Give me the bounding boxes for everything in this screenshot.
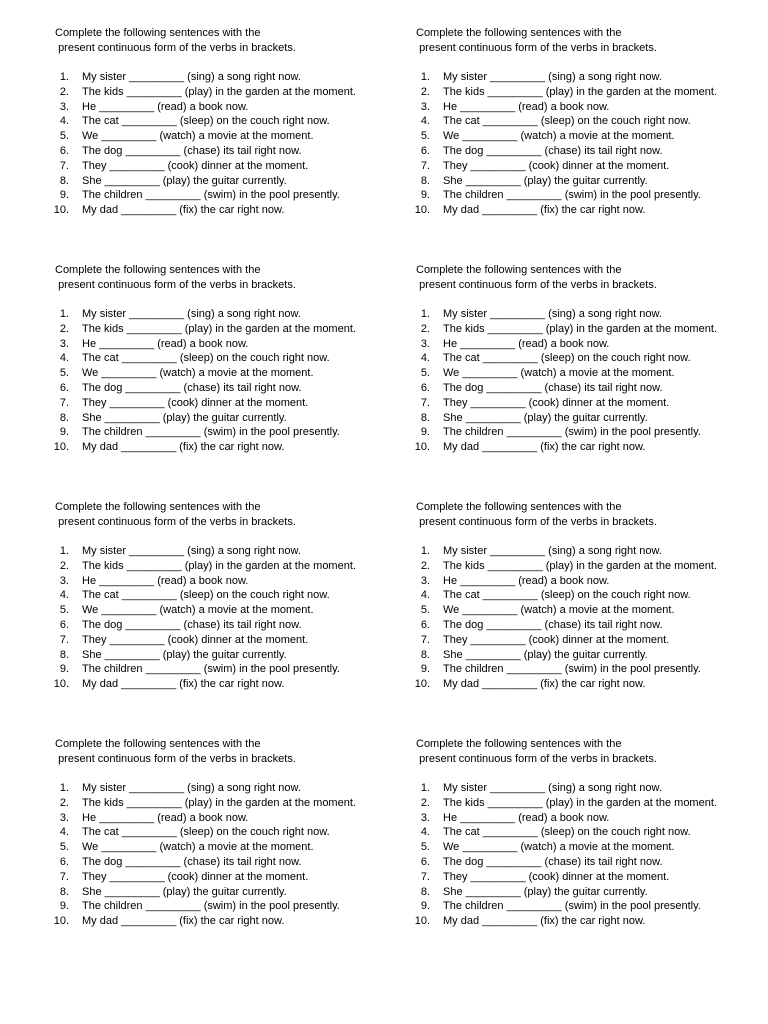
instruction-line-2: present continuous form of the verbs in brackets. xyxy=(55,752,296,765)
list-item xyxy=(416,366,756,381)
item-number: 6. xyxy=(420,855,430,868)
item-number: 4. xyxy=(420,826,430,839)
item-sentence: She _________ (play) the guitar currently. xyxy=(82,411,287,424)
item-sentence: The dog _________ (chase) its tail right now. xyxy=(82,618,302,631)
item-number: 9. xyxy=(59,663,69,676)
list-item xyxy=(55,440,395,455)
list-item xyxy=(55,129,395,144)
item-number: 6. xyxy=(59,618,69,631)
instruction-text xyxy=(55,500,395,529)
list-item xyxy=(55,648,395,663)
item-sentence: My sister _________ (sing) a song right now. xyxy=(82,308,301,320)
item-sentence: My dad _________ (fix) the car right now. xyxy=(443,678,646,691)
item-sentence: My sister _________ (sing) a song right now. xyxy=(82,545,301,557)
item-sentence: We _________ (watch) a movie at the moment. xyxy=(443,367,675,380)
list-item xyxy=(55,588,395,603)
item-number: 2. xyxy=(59,85,69,98)
item-sentence: We _________ (watch) a movie at the moment. xyxy=(443,841,675,854)
item-number: 10. xyxy=(414,678,430,691)
item-number: 9. xyxy=(59,900,69,913)
item-sentence: They _________ (cook) dinner at the moment. xyxy=(443,633,670,646)
list-item xyxy=(55,337,395,352)
instruction-line-2: present continuous form of the verbs in brackets. xyxy=(416,515,657,528)
item-number: 5. xyxy=(420,367,430,380)
exercise-block xyxy=(414,737,756,928)
item-number: 1. xyxy=(420,545,430,557)
list-item xyxy=(416,144,756,159)
item-number: 8. xyxy=(420,885,430,898)
item-sentence: The cat _________ (sleep) on the couch right now. xyxy=(82,352,330,365)
item-sentence: The children _________ (swim) in the pool presently. xyxy=(82,426,340,439)
list-item xyxy=(55,618,395,633)
item-number: 1. xyxy=(59,545,69,557)
list-item xyxy=(55,396,395,411)
item-number: 4. xyxy=(420,115,430,128)
sentence-list xyxy=(416,307,756,455)
item-sentence: The dog _________ (chase) its tail right now. xyxy=(443,618,663,631)
instruction-text xyxy=(416,26,756,55)
item-sentence: We _________ (watch) a movie at the moment. xyxy=(443,130,675,143)
item-sentence: The dog _________ (chase) its tail right now. xyxy=(443,381,663,394)
sentence-list xyxy=(55,544,395,692)
item-number: 9. xyxy=(420,663,430,676)
list-item xyxy=(55,840,395,855)
item-number: 10. xyxy=(53,678,69,691)
item-number: 10. xyxy=(414,915,430,928)
item-sentence: They _________ (cook) dinner at the moment. xyxy=(82,633,309,646)
list-item xyxy=(55,781,395,796)
list-item xyxy=(416,885,756,900)
list-item xyxy=(55,855,395,870)
item-sentence: My dad _________ (fix) the car right now. xyxy=(82,441,285,454)
list-item xyxy=(416,174,756,189)
item-number: 1. xyxy=(420,782,430,794)
instruction-text xyxy=(416,500,756,529)
list-item xyxy=(416,840,756,855)
list-item xyxy=(55,662,395,677)
item-number: 9. xyxy=(59,189,69,202)
item-sentence: The dog _________ (chase) its tail right now. xyxy=(82,855,302,868)
list-item xyxy=(416,588,756,603)
item-sentence: They _________ (cook) dinner at the moment. xyxy=(82,870,309,883)
item-number: 9. xyxy=(420,426,430,439)
item-number: 9. xyxy=(420,900,430,913)
sentence-list xyxy=(416,70,756,218)
list-item xyxy=(416,381,756,396)
list-item xyxy=(416,351,756,366)
item-sentence: She _________ (play) the guitar currently. xyxy=(82,648,287,661)
list-item xyxy=(416,188,756,203)
item-sentence: He _________ (read) a book now. xyxy=(443,574,610,587)
list-item xyxy=(55,159,395,174)
item-sentence: My dad _________ (fix) the car right now. xyxy=(443,915,646,928)
item-number: 6. xyxy=(59,144,69,157)
item-number: 6. xyxy=(420,381,430,394)
item-sentence: My sister _________ (sing) a song right now. xyxy=(443,782,662,794)
item-sentence: The children _________ (swim) in the pool presently. xyxy=(82,189,340,202)
exercise-block xyxy=(53,26,395,217)
list-item xyxy=(55,425,395,440)
item-sentence: They _________ (cook) dinner at the moment. xyxy=(443,870,670,883)
item-sentence: We _________ (watch) a movie at the moment. xyxy=(82,130,314,143)
item-number: 10. xyxy=(414,204,430,217)
instruction-line-1: Complete the following sentences with the xyxy=(416,264,622,276)
list-item xyxy=(55,811,395,826)
list-item xyxy=(55,307,395,322)
list-item xyxy=(55,544,395,559)
item-number: 1. xyxy=(420,71,430,83)
item-sentence: The children _________ (swim) in the pool presently. xyxy=(82,900,340,913)
item-number: 4. xyxy=(420,352,430,365)
list-item xyxy=(55,351,395,366)
list-item xyxy=(416,855,756,870)
item-sentence: They _________ (cook) dinner at the moment. xyxy=(82,159,309,172)
list-item xyxy=(416,618,756,633)
list-item xyxy=(55,899,395,914)
exercise-block xyxy=(53,263,395,454)
list-item xyxy=(416,677,756,692)
list-item xyxy=(416,781,756,796)
list-item xyxy=(55,70,395,85)
list-item xyxy=(416,825,756,840)
item-sentence: The children _________ (swim) in the pool presently. xyxy=(443,189,701,202)
item-sentence: The kids _________ (play) in the garden at the moment. xyxy=(443,559,717,572)
item-number: 5. xyxy=(420,841,430,854)
list-item xyxy=(416,796,756,811)
list-item xyxy=(416,85,756,100)
list-item xyxy=(416,114,756,129)
item-sentence: They _________ (cook) dinner at the moment. xyxy=(443,396,670,409)
instruction-line-1: Complete the following sentences with the xyxy=(55,501,261,513)
item-number: 8. xyxy=(59,648,69,661)
item-sentence: My dad _________ (fix) the car right now. xyxy=(443,204,646,217)
item-number: 2. xyxy=(420,322,430,335)
item-number: 8. xyxy=(59,411,69,424)
list-item xyxy=(55,870,395,885)
list-item xyxy=(416,633,756,648)
item-number: 2. xyxy=(59,559,69,572)
instruction-line-2: present continuous form of the verbs in brackets. xyxy=(416,41,657,54)
item-sentence: The dog _________ (chase) its tail right now. xyxy=(82,381,302,394)
exercise-block xyxy=(414,500,756,691)
item-number: 4. xyxy=(59,589,69,602)
item-sentence: The kids _________ (play) in the garden at the moment. xyxy=(82,322,356,335)
exercise-block xyxy=(414,26,756,217)
item-number: 6. xyxy=(59,855,69,868)
item-sentence: We _________ (watch) a movie at the moment. xyxy=(82,604,314,617)
item-number: 8. xyxy=(59,885,69,898)
item-sentence: He _________ (read) a book now. xyxy=(82,100,249,113)
item-sentence: He _________ (read) a book now. xyxy=(82,337,249,350)
item-sentence: She _________ (play) the guitar currently. xyxy=(82,885,287,898)
item-number: 8. xyxy=(420,411,430,424)
item-sentence: We _________ (watch) a movie at the moment. xyxy=(82,841,314,854)
item-number: 1. xyxy=(59,782,69,794)
item-sentence: She _________ (play) the guitar currently. xyxy=(82,174,287,187)
item-sentence: He _________ (read) a book now. xyxy=(82,574,249,587)
list-item xyxy=(416,440,756,455)
item-number: 9. xyxy=(59,426,69,439)
item-sentence: My dad _________ (fix) the car right now. xyxy=(82,915,285,928)
item-sentence: The cat _________ (sleep) on the couch right now. xyxy=(82,589,330,602)
list-item xyxy=(416,129,756,144)
item-number: 4. xyxy=(59,115,69,128)
item-sentence: The cat _________ (sleep) on the couch right now. xyxy=(82,115,330,128)
list-item xyxy=(55,85,395,100)
item-sentence: She _________ (play) the guitar currently. xyxy=(443,648,648,661)
item-sentence: The cat _________ (sleep) on the couch right now. xyxy=(443,115,691,128)
sentence-list xyxy=(55,70,395,218)
list-item xyxy=(416,322,756,337)
item-number: 6. xyxy=(59,381,69,394)
item-sentence: The kids _________ (play) in the garden at the moment. xyxy=(82,796,356,809)
instruction-line-1: Complete the following sentences with the xyxy=(55,264,261,276)
item-number: 2. xyxy=(420,85,430,98)
list-item xyxy=(416,603,756,618)
item-sentence: She _________ (play) the guitar currently. xyxy=(443,174,648,187)
list-item xyxy=(55,188,395,203)
instruction-line-2: present continuous form of the verbs in brackets. xyxy=(416,278,657,291)
item-number: 1. xyxy=(420,308,430,320)
item-number: 7. xyxy=(59,159,69,172)
item-sentence: My sister _________ (sing) a song right now. xyxy=(443,545,662,557)
item-sentence: My dad _________ (fix) the car right now. xyxy=(82,678,285,691)
list-item xyxy=(416,648,756,663)
list-item xyxy=(416,100,756,115)
instruction-text xyxy=(55,737,395,766)
item-sentence: The cat _________ (sleep) on the couch right now. xyxy=(443,352,691,365)
item-number: 2. xyxy=(420,796,430,809)
item-sentence: The kids _________ (play) in the garden at the moment. xyxy=(443,85,717,98)
item-sentence: She _________ (play) the guitar currently. xyxy=(443,411,648,424)
item-number: 5. xyxy=(59,841,69,854)
list-item xyxy=(416,70,756,85)
item-sentence: He _________ (read) a book now. xyxy=(443,337,610,350)
item-number: 4. xyxy=(59,352,69,365)
list-item xyxy=(416,307,756,322)
item-sentence: The cat _________ (sleep) on the couch right now. xyxy=(443,589,691,602)
list-item xyxy=(55,114,395,129)
item-sentence: The cat _________ (sleep) on the couch right now. xyxy=(443,826,691,839)
item-sentence: We _________ (watch) a movie at the moment. xyxy=(82,367,314,380)
item-number: 7. xyxy=(420,870,430,883)
item-number: 7. xyxy=(420,633,430,646)
list-item xyxy=(55,381,395,396)
instruction-line-2: present continuous form of the verbs in brackets. xyxy=(416,752,657,765)
item-number: 7. xyxy=(420,159,430,172)
item-number: 8. xyxy=(420,648,430,661)
item-sentence: He _________ (read) a book now. xyxy=(443,811,610,824)
item-number: 5. xyxy=(59,367,69,380)
item-number: 7. xyxy=(59,633,69,646)
sentence-list xyxy=(416,544,756,692)
item-sentence: The cat _________ (sleep) on the couch right now. xyxy=(82,826,330,839)
item-sentence: The kids _________ (play) in the garden at the moment. xyxy=(82,559,356,572)
item-sentence: The children _________ (swim) in the pool presently. xyxy=(82,663,340,676)
item-number: 7. xyxy=(420,396,430,409)
item-sentence: They _________ (cook) dinner at the moment. xyxy=(443,159,670,172)
list-item xyxy=(416,559,756,574)
item-sentence: The dog _________ (chase) its tail right now. xyxy=(443,144,663,157)
item-number: 3. xyxy=(420,574,430,587)
item-number: 1. xyxy=(59,308,69,320)
sentence-list xyxy=(55,781,395,929)
list-item xyxy=(416,662,756,677)
instruction-line-2: present continuous form of the verbs in brackets. xyxy=(55,41,296,54)
item-sentence: He _________ (read) a book now. xyxy=(443,100,610,113)
list-item xyxy=(55,914,395,929)
item-number: 5. xyxy=(59,130,69,143)
item-sentence: The children _________ (swim) in the pool presently. xyxy=(443,900,701,913)
list-item xyxy=(416,425,756,440)
item-number: 4. xyxy=(59,826,69,839)
sentence-list xyxy=(416,781,756,929)
item-number: 5. xyxy=(420,604,430,617)
instruction-line-1: Complete the following sentences with the xyxy=(55,27,261,39)
list-item xyxy=(55,603,395,618)
list-item xyxy=(55,885,395,900)
item-number: 5. xyxy=(59,604,69,617)
instruction-text xyxy=(416,263,756,292)
item-sentence: My dad _________ (fix) the car right now. xyxy=(82,204,285,217)
list-item xyxy=(55,322,395,337)
item-sentence: The dog _________ (chase) its tail right now. xyxy=(443,855,663,868)
instruction-line-1: Complete the following sentences with the xyxy=(416,27,622,39)
list-item xyxy=(416,811,756,826)
list-item xyxy=(55,144,395,159)
item-sentence: She _________ (play) the guitar currently. xyxy=(443,885,648,898)
item-number: 10. xyxy=(53,204,69,217)
item-sentence: The children _________ (swim) in the pool presently. xyxy=(443,426,701,439)
item-sentence: The kids _________ (play) in the garden at the moment. xyxy=(82,85,356,98)
item-sentence: We _________ (watch) a movie at the moment. xyxy=(443,604,675,617)
list-item xyxy=(416,411,756,426)
item-sentence: My dad _________ (fix) the car right now. xyxy=(443,441,646,454)
list-item xyxy=(416,914,756,929)
exercise-block xyxy=(53,500,395,691)
item-number: 8. xyxy=(420,174,430,187)
list-item xyxy=(416,337,756,352)
list-item xyxy=(416,899,756,914)
item-number: 2. xyxy=(59,796,69,809)
item-number: 5. xyxy=(420,130,430,143)
list-item xyxy=(55,825,395,840)
list-item xyxy=(55,100,395,115)
item-number: 3. xyxy=(59,337,69,350)
instruction-text xyxy=(55,263,395,292)
instruction-line-1: Complete the following sentences with the xyxy=(55,738,261,750)
item-number: 3. xyxy=(420,100,430,113)
list-item xyxy=(55,203,395,218)
item-number: 3. xyxy=(59,811,69,824)
list-item xyxy=(416,870,756,885)
list-item xyxy=(55,633,395,648)
item-sentence: My sister _________ (sing) a song right now. xyxy=(443,71,662,83)
item-number: 1. xyxy=(59,71,69,83)
item-sentence: My sister _________ (sing) a song right now. xyxy=(443,308,662,320)
item-number: 8. xyxy=(59,174,69,187)
list-item xyxy=(55,174,395,189)
instruction-line-2: present continuous form of the verbs in brackets. xyxy=(55,515,296,528)
item-number: 6. xyxy=(420,618,430,631)
item-sentence: My sister _________ (sing) a song right now. xyxy=(82,782,301,794)
list-item xyxy=(416,159,756,174)
instruction-text xyxy=(416,737,756,766)
item-number: 6. xyxy=(420,144,430,157)
item-sentence: He _________ (read) a book now. xyxy=(82,811,249,824)
item-number: 10. xyxy=(53,441,69,454)
list-item xyxy=(55,559,395,574)
item-sentence: The kids _________ (play) in the garden at the moment. xyxy=(443,322,717,335)
instruction-text xyxy=(55,26,395,55)
item-number: 3. xyxy=(420,337,430,350)
item-number: 7. xyxy=(59,396,69,409)
item-number: 3. xyxy=(59,574,69,587)
instruction-line-2: present continuous form of the verbs in brackets. xyxy=(55,278,296,291)
list-item xyxy=(55,574,395,589)
list-item xyxy=(416,544,756,559)
item-number: 7. xyxy=(59,870,69,883)
item-number: 4. xyxy=(420,589,430,602)
list-item xyxy=(416,396,756,411)
item-sentence: My sister _________ (sing) a song right now. xyxy=(82,71,301,83)
item-number: 10. xyxy=(414,441,430,454)
sentence-list xyxy=(55,307,395,455)
list-item xyxy=(416,574,756,589)
instruction-line-1: Complete the following sentences with the xyxy=(416,501,622,513)
instruction-line-1: Complete the following sentences with the xyxy=(416,738,622,750)
exercise-block xyxy=(53,737,395,928)
list-item xyxy=(55,796,395,811)
item-number: 2. xyxy=(59,322,69,335)
item-sentence: The dog _________ (chase) its tail right now. xyxy=(82,144,302,157)
list-item xyxy=(55,366,395,381)
item-sentence: The kids _________ (play) in the garden at the moment. xyxy=(443,796,717,809)
item-number: 10. xyxy=(53,915,69,928)
list-item xyxy=(416,203,756,218)
item-number: 9. xyxy=(420,189,430,202)
item-sentence: They _________ (cook) dinner at the moment. xyxy=(82,396,309,409)
item-number: 3. xyxy=(420,811,430,824)
exercise-block xyxy=(414,263,756,454)
item-number: 3. xyxy=(59,100,69,113)
list-item xyxy=(55,411,395,426)
item-sentence: The children _________ (swim) in the pool presently. xyxy=(443,663,701,676)
list-item xyxy=(55,677,395,692)
item-number: 2. xyxy=(420,559,430,572)
